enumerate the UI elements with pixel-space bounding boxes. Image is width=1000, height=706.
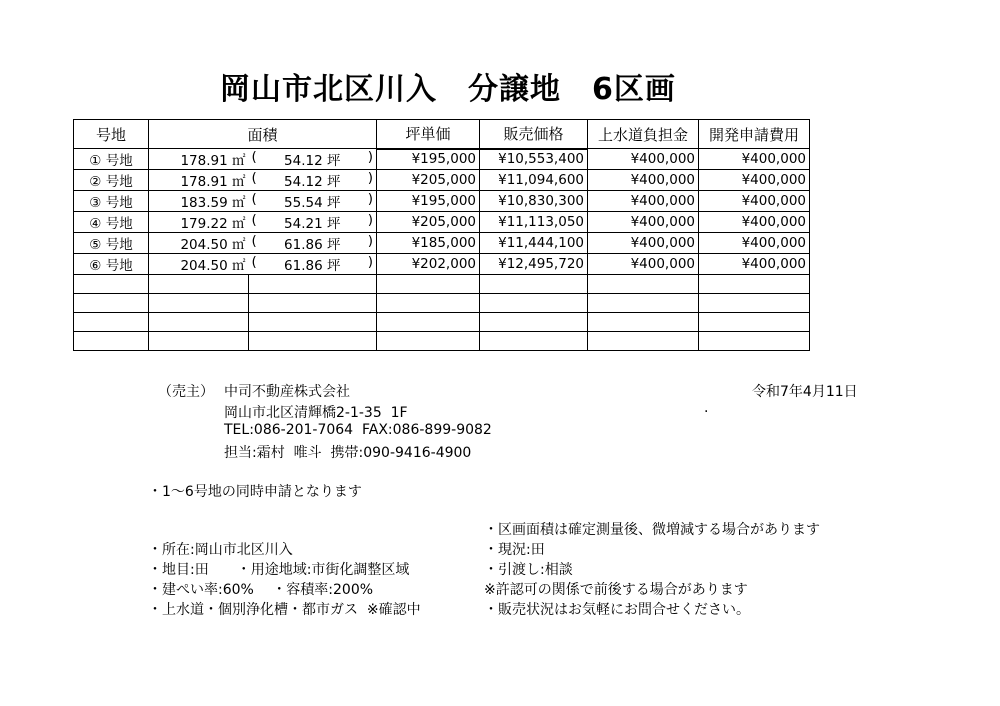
paren: ( xyxy=(251,170,257,186)
empty-cell xyxy=(699,313,810,332)
development-cell: ¥400,000 xyxy=(699,149,810,170)
paren: ) xyxy=(367,191,373,207)
tsubo-value: 61.86 坪 xyxy=(284,258,341,274)
sqm-cell: 178.91 ㎡ xyxy=(149,149,249,170)
empty-cell xyxy=(480,294,588,313)
empty-cell xyxy=(149,294,249,313)
seller-address: 岡山市北区清輝橋2-1-35 1F xyxy=(224,405,408,421)
table-header-row xyxy=(74,120,810,149)
water-cell: ¥400,000 xyxy=(588,212,699,233)
lot-cell: ⑤ 号地 xyxy=(74,233,149,254)
sqm-cell: 179.22 ㎡ xyxy=(149,212,249,233)
tsubo-value: 54.12 坪 xyxy=(284,174,341,190)
empty-cell xyxy=(480,275,588,294)
lot-cell: ⑥ 号地 xyxy=(74,254,149,275)
header-lot: 号地 xyxy=(74,120,149,149)
header-water: 上水道負担金 xyxy=(588,120,699,149)
development-cell: ¥400,000 xyxy=(699,212,810,233)
empty-cell xyxy=(149,275,249,294)
price-cell: ¥11,113,050 xyxy=(480,212,588,233)
empty-cell xyxy=(480,313,588,332)
lot-cell: ① 号地 xyxy=(74,149,149,170)
detail-land-use: ・地目:田 ・用途地域:市街化調整区域 xyxy=(148,562,410,578)
note-simultaneous: ・1～6号地の同時申請となります xyxy=(148,484,362,500)
tsubo-value: 54.12 坪 xyxy=(284,153,341,169)
price-cell: ¥10,553,400 xyxy=(480,149,588,170)
seller-company: 中司不動産株式会社 xyxy=(224,384,350,400)
price-cell: ¥12,495,720 xyxy=(480,254,588,275)
empty-cell xyxy=(588,332,699,351)
empty-cell xyxy=(699,275,810,294)
tsubo-cell xyxy=(249,212,377,233)
empty-cell xyxy=(699,294,810,313)
unit-price-cell: ¥185,000 xyxy=(377,233,480,254)
tsubo-cell xyxy=(249,233,377,254)
empty-cell xyxy=(74,313,149,332)
sqm-cell: 204.50 ㎡ xyxy=(149,233,249,254)
empty-cell xyxy=(74,294,149,313)
price-cell: ¥10,830,300 xyxy=(480,191,588,212)
empty-cell xyxy=(699,332,810,351)
header-area: 面積 xyxy=(149,120,377,149)
empty-row xyxy=(74,294,810,313)
tsubo-value: 55.54 坪 xyxy=(284,195,341,211)
unit-price-cell: ¥195,000 xyxy=(377,191,480,212)
unit-price-cell: ¥205,000 xyxy=(377,170,480,191)
detail-delivery: ・引渡し:相談 xyxy=(484,562,573,578)
unit-price-cell: ¥205,000 xyxy=(377,212,480,233)
header-unit-price: 坪単価 xyxy=(377,120,480,149)
empty-row xyxy=(74,313,810,332)
sqm-cell: 183.59 ㎡ xyxy=(149,191,249,212)
water-cell: ¥400,000 xyxy=(588,254,699,275)
tsubo-cell xyxy=(249,191,377,212)
detail-inquiry: ・販売状況はお気軽にお問合せください。 xyxy=(484,602,750,618)
price-cell: ¥11,444,100 xyxy=(480,233,588,254)
price-cell: ¥11,094,600 xyxy=(480,170,588,191)
table-row xyxy=(74,170,810,191)
tsubo-cell xyxy=(249,170,377,191)
paren: ( xyxy=(251,212,257,228)
water-cell: ¥400,000 xyxy=(588,191,699,212)
development-cell: ¥400,000 xyxy=(699,191,810,212)
unit-price-cell: ¥195,000 xyxy=(377,149,480,170)
dot-mark: . xyxy=(704,400,709,416)
water-cell: ¥400,000 xyxy=(588,149,699,170)
paren: ) xyxy=(367,233,373,249)
empty-cell xyxy=(588,313,699,332)
table-row xyxy=(74,254,810,275)
detail-location: ・所在:岡山市北区川入 xyxy=(148,542,293,558)
detail-permit-note: ※許認可の関係で前後する場合があります xyxy=(484,582,748,598)
paren: ) xyxy=(367,212,373,228)
detail-ratios: ・建ぺい率:60% ・容積率:200% xyxy=(148,582,374,598)
empty-cell xyxy=(74,332,149,351)
empty-cell xyxy=(480,332,588,351)
seller-contact: 担当:霜村 唯斗 携帯:090-9416-4900 xyxy=(224,445,472,461)
unit-price-cell: ¥202,000 xyxy=(377,254,480,275)
header-price: 販売価格 xyxy=(480,120,588,149)
development-cell: ¥400,000 xyxy=(699,254,810,275)
detail-area-note: ・区画面積は確定測量後、微増減する場合があります xyxy=(484,522,820,538)
header-development: 開発申請費用 xyxy=(699,120,810,149)
tsubo-cell xyxy=(249,254,377,275)
table-row xyxy=(74,212,810,233)
paren: ( xyxy=(251,254,257,270)
empty-cell xyxy=(249,313,377,332)
paren: ) xyxy=(367,149,373,165)
table-row xyxy=(74,191,810,212)
lot-cell: ② 号地 xyxy=(74,170,149,191)
lot-cell: ③ 号地 xyxy=(74,191,149,212)
empty-cell xyxy=(377,294,480,313)
development-cell: ¥400,000 xyxy=(699,170,810,191)
development-cell: ¥400,000 xyxy=(699,233,810,254)
empty-cell xyxy=(249,294,377,313)
empty-row xyxy=(74,332,810,351)
lot-table xyxy=(73,119,810,351)
detail-utilities: ・上水道・個別浄化槽・都市ガス ※確認中 xyxy=(148,602,421,618)
paren: ( xyxy=(251,191,257,207)
empty-cell xyxy=(377,275,480,294)
empty-row xyxy=(74,275,810,294)
lot-cell: ④ 号地 xyxy=(74,212,149,233)
seller-label: （売主） xyxy=(158,384,214,400)
sqm-cell: 178.91 ㎡ xyxy=(149,170,249,191)
paren: ( xyxy=(251,149,257,165)
empty-cell xyxy=(588,294,699,313)
page-title: 岡山市北区川入 分譲地 6区画 xyxy=(220,72,676,107)
lot-rows xyxy=(74,149,810,351)
seller-tel-fax: TEL:086-201-7064 FAX:086-899-9082 xyxy=(224,422,492,438)
paren: ) xyxy=(367,254,373,270)
empty-cell xyxy=(149,313,249,332)
water-cell: ¥400,000 xyxy=(588,233,699,254)
empty-cell xyxy=(149,332,249,351)
date: 令和7年4月11日 xyxy=(752,384,858,400)
paren: ) xyxy=(367,170,373,186)
empty-cell xyxy=(249,275,377,294)
empty-cell xyxy=(74,275,149,294)
empty-cell xyxy=(377,313,480,332)
empty-cell xyxy=(377,332,480,351)
table-row xyxy=(74,233,810,254)
empty-cell xyxy=(588,275,699,294)
sqm-cell: 204.50 ㎡ xyxy=(149,254,249,275)
detail-current: ・現況:田 xyxy=(484,542,545,558)
table-row xyxy=(74,149,810,170)
empty-cell xyxy=(249,332,377,351)
paren: ( xyxy=(251,233,257,249)
tsubo-cell xyxy=(249,149,377,170)
water-cell: ¥400,000 xyxy=(588,170,699,191)
tsubo-value: 61.86 坪 xyxy=(284,237,341,253)
tsubo-value: 54.21 坪 xyxy=(284,216,341,232)
